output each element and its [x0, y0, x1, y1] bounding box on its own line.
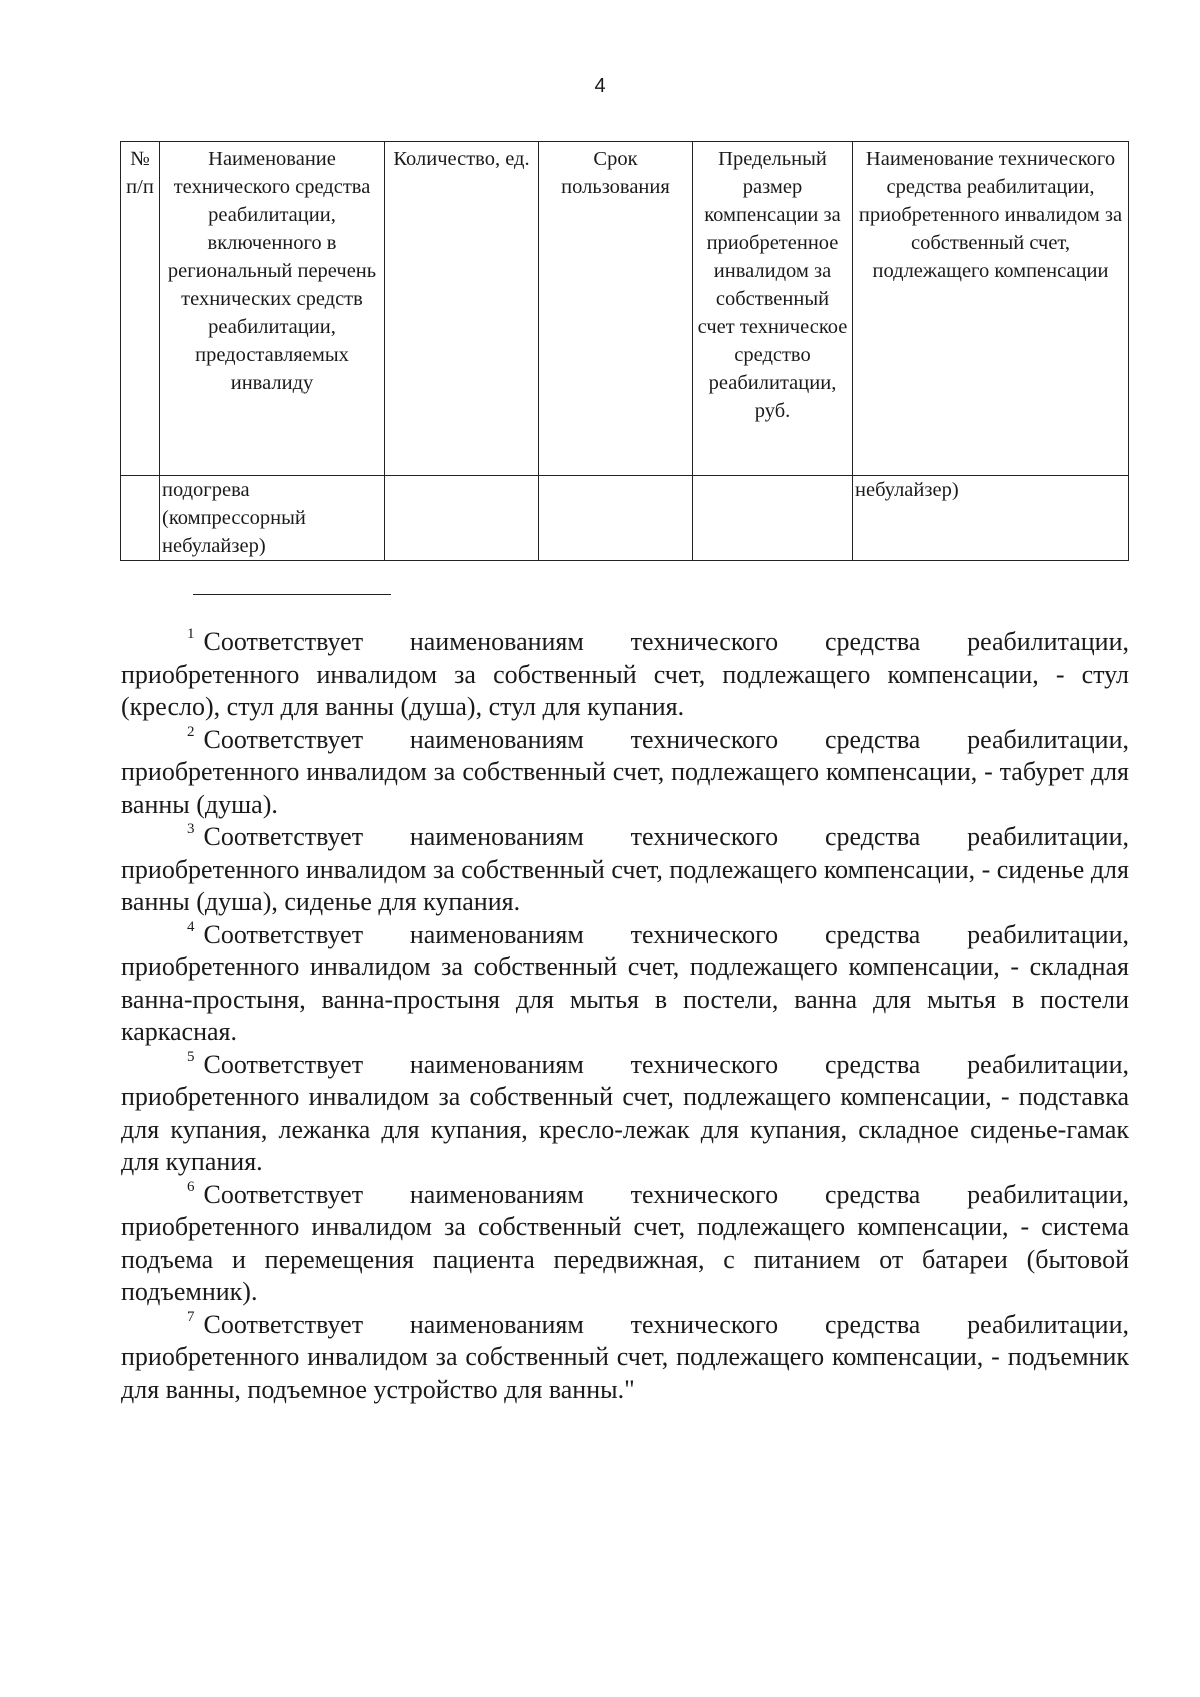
- rehabilitation-means-table: [120, 141, 1129, 561]
- page-number: 4: [594, 75, 606, 97]
- table-row: [121, 476, 1129, 561]
- footnote-text: Соответствует наименованиям технического средства реабилитации, приобретенного инвалидом за собственный счет, подлежащего компенсации, - подъемник для ванны, подъемное устройство для ванны.": [121, 1309, 1129, 1404]
- footnote: [121, 821, 1129, 919]
- header-compensated-name: Наименование технического средства реабилитации, приобретенного инвалидом за собственный счет, подлежащего компенсации: [853, 142, 1129, 476]
- footnote-text: Соответствует наименованиям технического средства реабилитации, приобретенного инвалидом за собственный счет, подлежащего компенсации, - стул (кресло), стул для ванны (душа), стул для купания.: [121, 627, 1129, 721]
- cell-regional-name: подогрева (компрессорный небулайзер): [160, 476, 385, 561]
- footnote: [121, 1309, 1129, 1407]
- footnote-mark: 4: [187, 918, 195, 935]
- footnote: [121, 1049, 1129, 1179]
- cell-term: [539, 476, 693, 561]
- footnote: [121, 626, 1129, 724]
- footnote-text: Соответствует наименованиям технического средства реабилитации, приобретенного инвалидом за собственный счет, подлежащего компенсации, - система подъема и перемещения пациента передвижная, с питанием от батареи (бытовой подъемник).: [121, 1179, 1129, 1306]
- footnotes: [121, 626, 1129, 1406]
- footnote: [121, 724, 1129, 822]
- footnote-text: Соответствует наименованиям технического средства реабилитации, приобретенного инвалидом за собственный счет, подлежащего компенсации, - сиденье для ванны (душа), сиденье для купания.: [121, 822, 1129, 916]
- header-term: Срок пользования: [539, 142, 693, 476]
- header-compensation-limit: Предельный размер компенсации за приобретенное инвалидом за собственный счет техническое средство реабилитации, руб.: [693, 142, 853, 476]
- footnote-text: Соответствует наименованиям технического средства реабилитации, приобретенного инвалидом за собственный счет, подлежащего компенсации, - подставка для купания, лежанка для купания, кресло-лежак для купания, складное сиденье-гамак для купания.: [121, 1049, 1129, 1176]
- header-regional-name: Наименование технического средства реабилитации, включенного в региональный перечень технических средств реабилитации, предоставляемых инвалиду: [160, 142, 385, 476]
- footnote-mark: 5: [187, 1048, 195, 1065]
- footnote-mark: 7: [187, 1308, 195, 1325]
- footnote-mark: 1: [187, 626, 195, 642]
- footnote: [121, 919, 1129, 1049]
- header-quantity: Количество, ед.: [385, 142, 539, 476]
- footnote-text: Соответствует наименованиям технического средства реабилитации, приобретенного инвалидом за собственный счет, подлежащего компенсации, - табурет для ванны (душа).: [121, 724, 1129, 819]
- cell-quantity: [385, 476, 539, 561]
- footnote-mark: 3: [187, 821, 195, 837]
- footnote: [121, 1179, 1129, 1309]
- footnote-separator: [193, 594, 391, 595]
- cell-compensation-limit: [693, 476, 853, 561]
- header-number: № п/п: [121, 142, 160, 476]
- cell-compensated-name: небулайзер): [853, 476, 1129, 561]
- footnote-text: Соответствует наименованиям технического средства реабилитации, приобретенного инвалидом за собственный счет, подлежащего компенсации, - складная ванна-простыня, ванна-простыня для мытья в постели, ванна для мытья в постели каркасная.: [121, 919, 1129, 1046]
- cell-number: [121, 476, 160, 561]
- table-header-row: [121, 142, 1129, 476]
- footnote-mark: 6: [187, 1178, 195, 1195]
- footnote-mark: 2: [187, 723, 195, 740]
